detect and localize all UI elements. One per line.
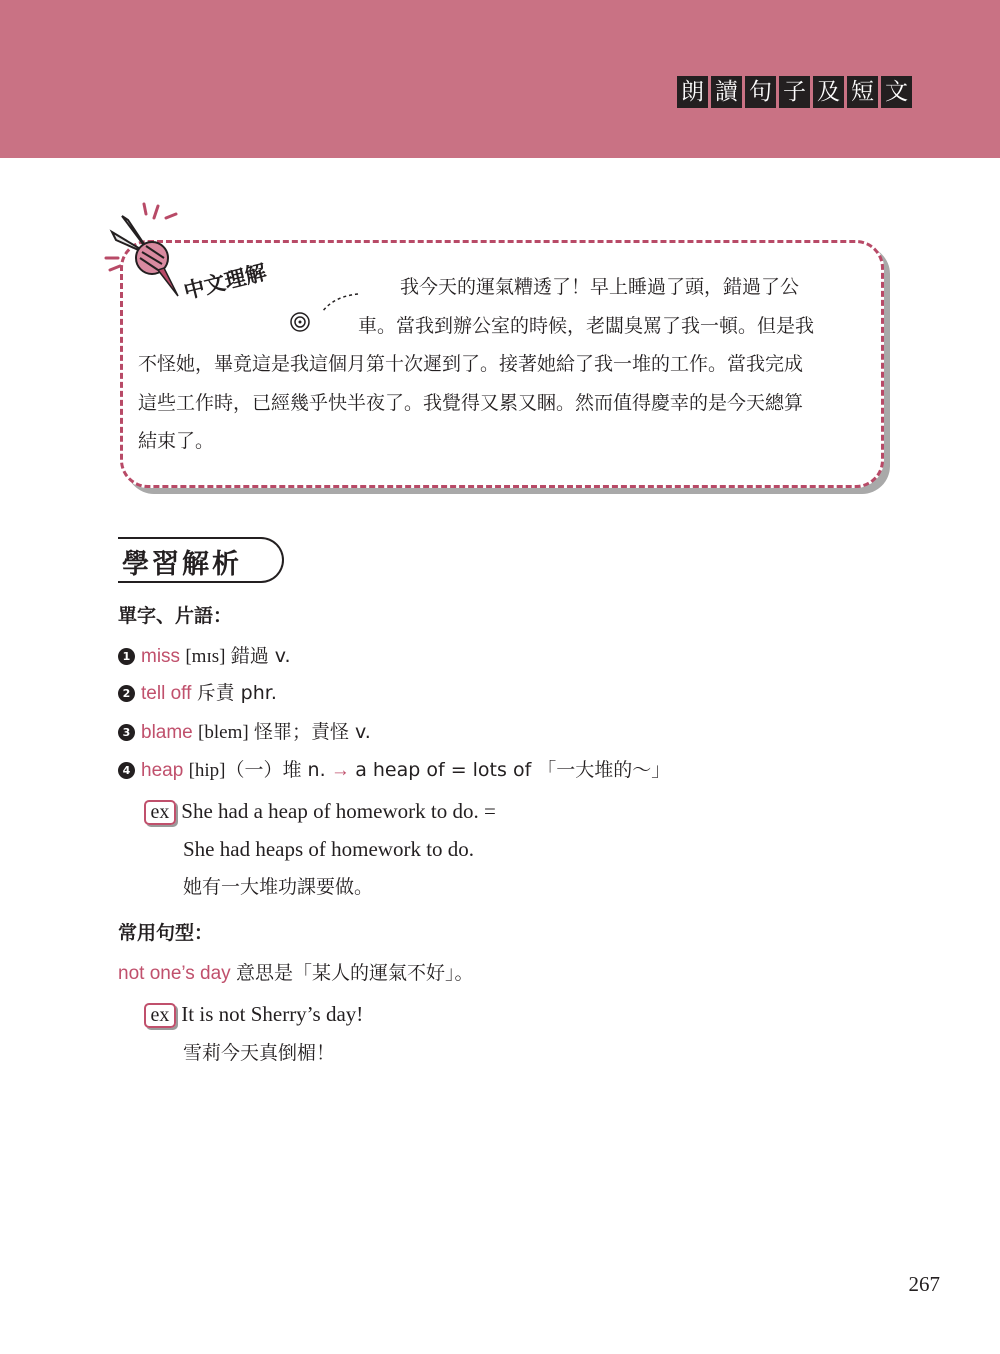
vocab-item — [118, 755, 670, 786]
swirl-decoration-icon — [270, 290, 360, 334]
vocab-word: tell off — [141, 683, 192, 704]
example-translation: 她有一大堆功課要做。 — [183, 876, 374, 898]
chapter-title-char: 短 — [847, 76, 878, 108]
vocab-word: heap — [141, 760, 184, 781]
ex-badge: ex — [144, 1003, 176, 1028]
example-row — [144, 796, 496, 828]
chapter-title-char: 讀 — [711, 76, 742, 108]
example-sentence: She had a heap of homework to do. = — [181, 799, 496, 823]
pattern-phrase: not one’s day — [118, 963, 231, 984]
vocab-meaning: 怪罪；責怪 v. — [253, 721, 371, 743]
pattern-row — [118, 958, 473, 989]
vocab-meaning: 斥責 phr. — [196, 682, 277, 704]
vocab-item — [118, 717, 371, 748]
item-number: 3 — [118, 724, 135, 741]
comprehension-line: 車。當我到辦公室的時候，老闆臭罵了我一頓。但是我 — [358, 315, 815, 337]
box-label: 中文理解 — [181, 260, 269, 304]
vocab-ipa: [blem] — [198, 722, 249, 743]
chapter-title-char: 文 — [881, 76, 912, 108]
section-title-frame — [118, 537, 284, 583]
chapter-title-char: 句 — [745, 76, 776, 108]
chapter-title — [677, 76, 912, 108]
vocab-meaning: （一）堆 n. — [225, 759, 326, 781]
vocab-note: a heap of = lots of 「一大堆的～」 — [355, 759, 671, 781]
comprehension-line: 我今天的運氣糟透了！早上睡過了頭，錯過了公 — [400, 276, 800, 298]
page-number: 267 — [908, 1272, 940, 1296]
vocab-ipa: [hip] — [188, 760, 226, 781]
vocab-item — [118, 678, 277, 709]
ex-badge: ex — [144, 800, 176, 825]
vocab-word: miss — [141, 646, 181, 667]
example-sentence: She had heaps of homework to do. — [183, 837, 475, 861]
comprehension-line: 結束了。 — [138, 430, 215, 452]
chapter-title-char: 及 — [813, 76, 844, 108]
arrow-icon: → — [330, 760, 350, 781]
pattern-explanation: 意思是「某人的運氣不好」。 — [235, 962, 474, 984]
vocab-word: blame — [141, 722, 193, 743]
item-number: 2 — [118, 685, 135, 702]
section-title: 學習解析 — [122, 549, 242, 580]
chapter-title-char: 子 — [779, 76, 810, 108]
item-number: 1 — [118, 648, 135, 665]
item-number: 4 — [118, 762, 135, 779]
example-translation: 雪莉今天真倒楣！ — [183, 1042, 336, 1064]
comprehension-line: 這些工作時，已經幾乎快半夜了。我覺得又累又睏。然而值得慶幸的是今天總算 — [138, 392, 804, 414]
example-sentence: It is not Sherry’s day! — [181, 1002, 364, 1026]
chapter-title-char: 朗 — [677, 76, 708, 108]
vocab-heading: 單字、片語： — [118, 605, 233, 627]
example-row — [144, 999, 363, 1031]
vocab-meaning: 錯過 v. — [230, 645, 291, 667]
pattern-heading: 常用句型： — [118, 922, 214, 944]
vocab-ipa: [mɪs] — [185, 646, 226, 667]
comprehension-line: 不怪她，畢竟這是我這個月第十次遲到了。接著她給了我一堆的工作。當我完成 — [138, 353, 804, 375]
vocab-item — [118, 641, 291, 672]
